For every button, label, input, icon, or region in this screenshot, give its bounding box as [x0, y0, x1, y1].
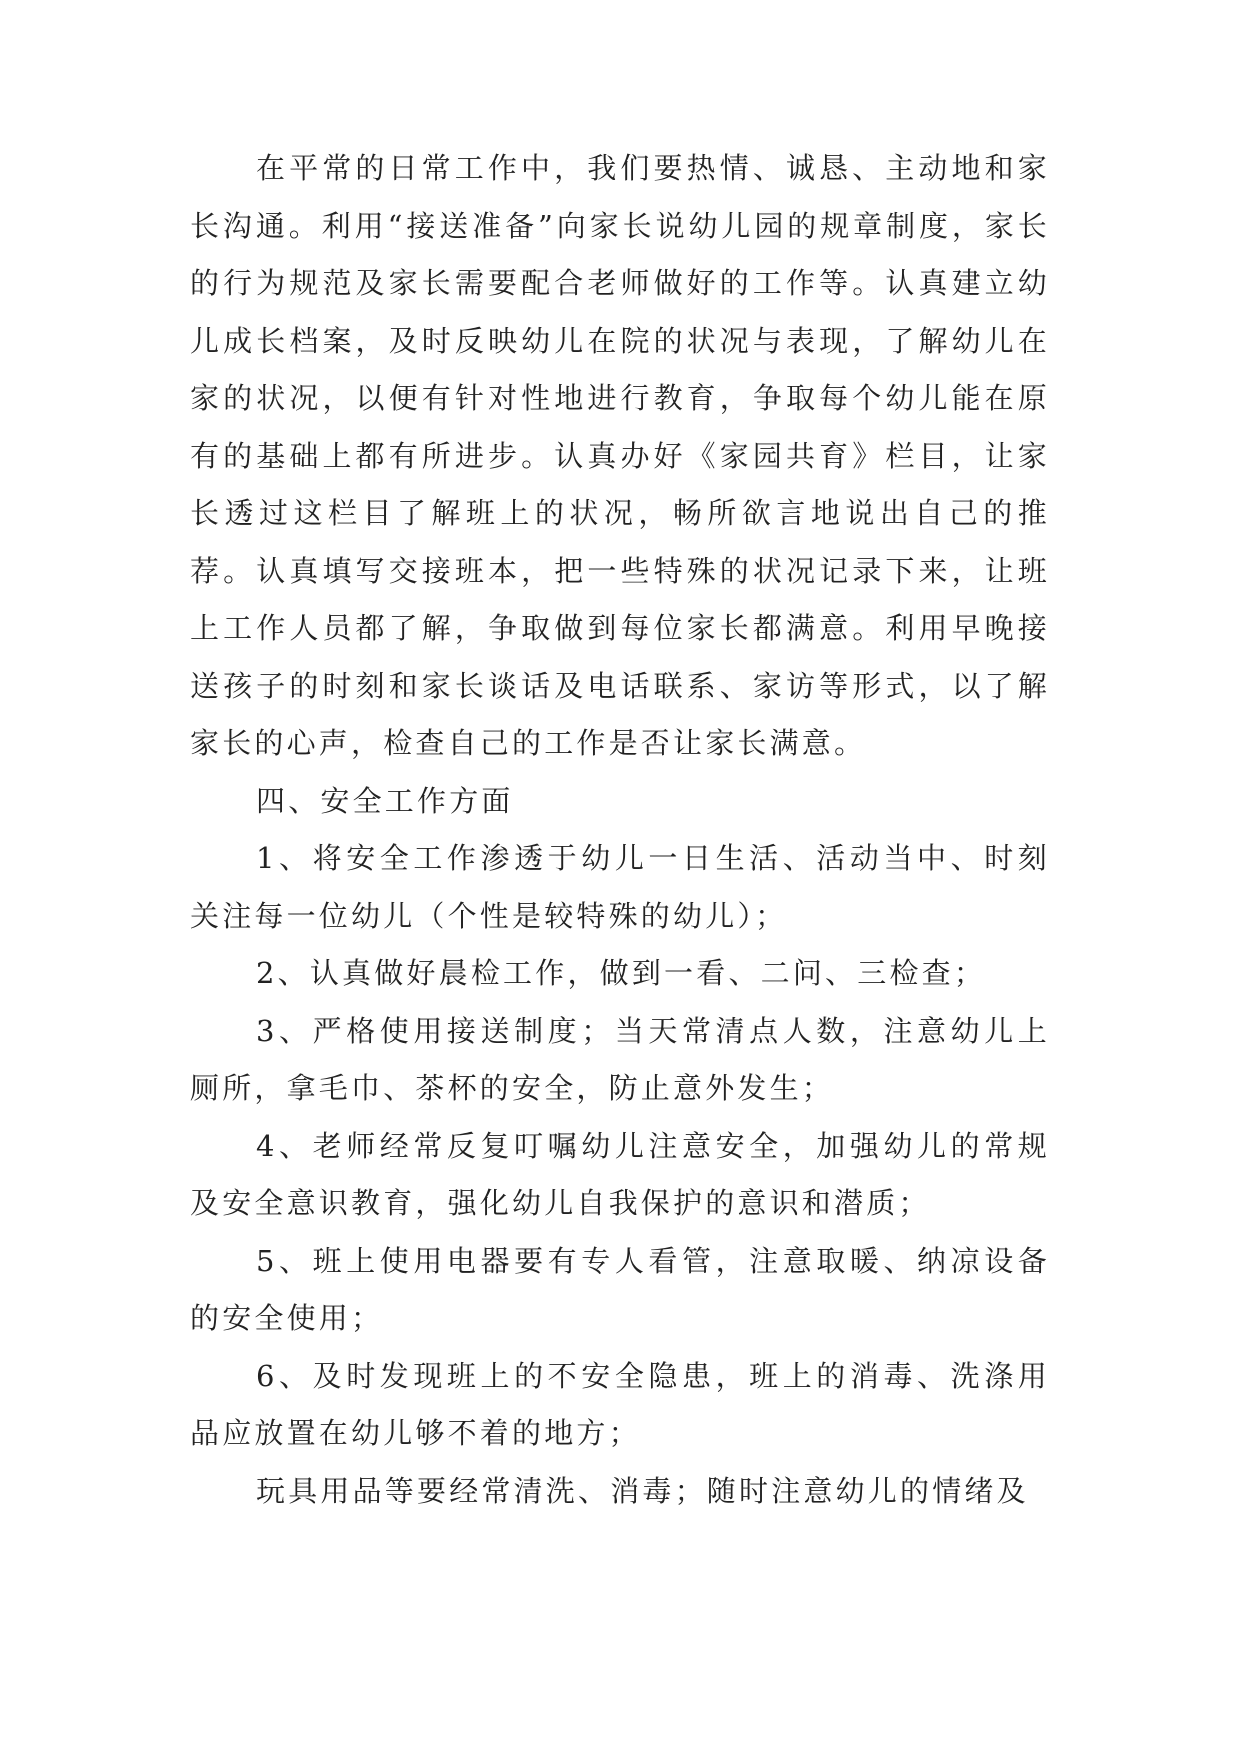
section-heading-safety: 四、安全工作方面: [256, 783, 514, 818]
document-body: [190, 140, 1050, 1520]
list-item-safety-6: 6、及时发现班上的不安全隐患，班上的消毒、洗涤用品应放置在幼儿够不着的地方；: [190, 1358, 1050, 1450]
list-item-safety-2: 2、认真做好晨检工作，做到一看、二问、三检查；: [256, 956, 987, 990]
list-item-safety-5: 5、班上使用电器要有专人看管，注意取暖、纳凉设备的安全使用；: [190, 1243, 1050, 1335]
list-item-safety-1: 1、将安全工作渗透于幼儿一日生活、活动当中、时刻关注每一位幼儿（个性是较特殊的幼儿）；: [190, 841, 1050, 933]
list-item-safety-3: 3、严格使用接送制度；当天常清点人数，注意幼儿上厕所，拿毛巾、茶杯的安全，防止意外发生；: [190, 1013, 1050, 1105]
paragraph-toys-cleaning: 玩具用品等要经常清洗、消毒；随时注意幼儿的情绪及: [256, 1473, 1029, 1508]
paragraph-home-communication: 在平常的日常工作中，我们要热情、诚恳、主动地和家长沟通。利用“接送准备”向家长说幼儿园的规章制度，家长的行为规范及家长需要配合老师做好的工作等。认真建立幼儿成长档案，及时反映幼儿在院的状况与表现，了解幼儿在家的状况，以便有针对性地进行教育，争取每个幼儿能在原有的基础上都有所进步。认真办好《家园共育》栏目，让家长透过这栏目了解班上的状况，畅所欲言地说出自己的推荐。认真填写交接班本，把一些特殊的状况记录下来，让班上工作人员都了解，争取做到每位家长都满意。利用早晚接送孩子的时刻和家长谈话及电话联系、家访等形式，以了解家长的心声，检查自己的工作是否让家长满意。: [190, 151, 1050, 760]
list-item-safety-4: 4、老师经常反复叮嘱幼儿注意安全，加强幼儿的常规及安全意识教育，强化幼儿自我保护的意识和潜质；: [190, 1128, 1050, 1220]
